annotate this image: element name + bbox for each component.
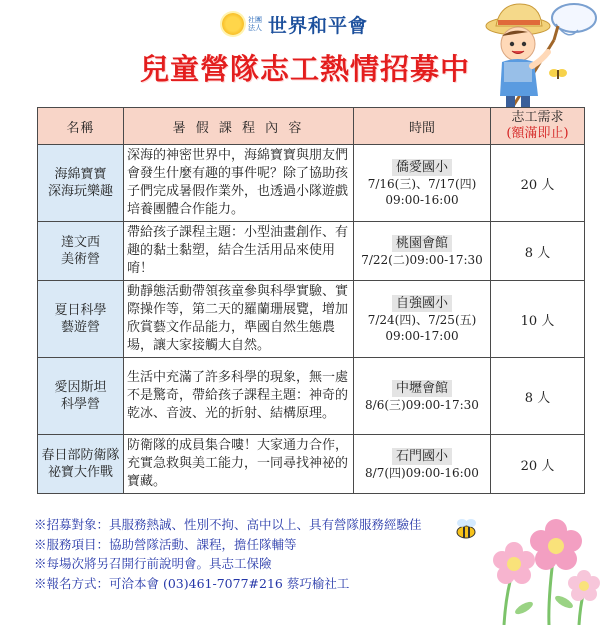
camp-description: 防衛隊的成員集合嘍！大家通力合作，充實急救與美工能力，一同尋找神祕的寶藏。 — [124, 435, 354, 494]
camp-date: 8/6(三)09:00-17:30 — [365, 397, 479, 412]
table-header-row — [38, 108, 585, 145]
camp-schedule-table — [37, 107, 585, 494]
camp-description: 動靜態活動帶領孩童參與科學實驗、實際操作等，第二天的羅蘭珊展覽，增加欣賞藝文作品能力，準國自然生態農場，讓大家接觸大自然。 — [124, 281, 354, 358]
camp-name-line: 愛因斯坦 — [54, 380, 107, 395]
camp-name-line: 藝遊營 — [60, 320, 100, 335]
butterfly-icon — [548, 67, 568, 81]
camp-date: 7/16(三)、7/17(四) — [367, 176, 477, 191]
camp-name-cell — [38, 222, 124, 281]
camp-date: 7/24(四)、7/25(五) — [367, 312, 477, 327]
camp-name-line: 夏日科學 — [54, 303, 107, 318]
camp-volunteers: 20 人 — [491, 145, 585, 222]
camp-volunteers: 8 人 — [491, 358, 585, 435]
camp-name-cell — [38, 435, 124, 494]
col-header-time: 時間 — [354, 108, 491, 145]
camp-time-cell — [354, 281, 491, 358]
camp-name-line: 美術營 — [60, 252, 100, 267]
camp-volunteers: 8 人 — [491, 222, 585, 281]
camp-name-line: 春日部防衛隊 — [41, 448, 120, 463]
camp-time-cell — [354, 358, 491, 435]
camp-name-line: 達文西 — [60, 235, 100, 250]
org-name: 世界和平會 — [268, 14, 369, 37]
camp-name-line: 祕寶大作戰 — [47, 465, 113, 480]
camp-time-cell — [354, 435, 491, 494]
camp-name-line: 海綿寶寶 — [54, 167, 107, 182]
camp-time-cell — [354, 222, 491, 281]
camp-volunteers: 10 人 — [491, 281, 585, 358]
table-row — [38, 358, 585, 435]
org-logo — [222, 10, 368, 38]
page-header — [0, 0, 600, 100]
camp-hours: 09:00-17:00 — [385, 328, 459, 343]
note-services: ※服務項目：協助營隊活動、課程，擔任隊輔等 — [34, 536, 297, 552]
flowers-illustration — [444, 512, 600, 625]
volunteers-header-note: (額滿即止) — [506, 126, 569, 141]
col-header-name: 名稱 — [38, 108, 124, 145]
recruitment-notes — [34, 515, 422, 593]
camp-location: 自強國小 — [392, 295, 452, 312]
note-contact: ※報名方式：可洽本會 (03)461-7077#216 蔡巧榆社工 — [34, 575, 350, 591]
page-title: 兒童營隊志工熱情招募中 — [140, 52, 471, 86]
note-target: ※招募對象：具服務熱誠、性別不拘、高中以上、具有營隊服務經驗佳 — [34, 517, 422, 532]
bee-icon — [457, 519, 476, 538]
camp-name-cell — [38, 281, 124, 358]
camp-location: 石門國小 — [392, 448, 452, 465]
camp-time-cell — [354, 145, 491, 222]
child-with-net-illustration — [482, 0, 600, 112]
camp-name-line: 深海玩樂趣 — [47, 184, 113, 199]
table-row — [38, 435, 585, 494]
camp-location: 桃園會館 — [392, 235, 452, 252]
camp-volunteers: 20 人 — [491, 435, 585, 494]
col-header-description: 暑 假 課 程 內 容 — [124, 108, 354, 145]
camp-date: 8/7(四)09:00-16:00 — [365, 465, 479, 480]
note-briefing: ※每場次將另召開行前說明會。具志工保險 — [34, 556, 272, 571]
camp-date: 7/22(二)09:00-17:30 — [361, 252, 483, 267]
sun-logo-icon — [222, 13, 244, 35]
table-row — [38, 281, 585, 358]
table-row — [38, 145, 585, 222]
volunteers-header-label: 志工需求 — [511, 110, 564, 125]
table-row — [38, 222, 585, 281]
camp-name-line: 科學營 — [60, 397, 100, 412]
camp-description: 深海的神密世界中，海綿寶寶與朋友們會發生什麼有趣的事件呢？除了協助孩子們完成暑假作業外，也透過小隊遊戲培養團體合作能力。 — [124, 145, 354, 222]
camp-description: 帶給孩子課程主題：小型油畫創作、有趣的黏土黏塑，結合生活用品來使用唷！ — [124, 222, 354, 281]
camp-name-cell — [38, 145, 124, 222]
col-header-volunteers — [491, 108, 585, 145]
org-sub-label: 社團法人 — [248, 16, 262, 32]
camp-description: 生活中充滿了許多科學的現象，無一處不是驚奇，帶給孩子課程主題：神奇的乾冰、音波、光的折射、結構原理。 — [124, 358, 354, 435]
camp-name-cell — [38, 358, 124, 435]
camp-location: 中壢會館 — [392, 380, 452, 397]
camp-hours: 09:00-16:00 — [385, 192, 459, 207]
camp-location: 僑愛國小 — [392, 159, 452, 176]
